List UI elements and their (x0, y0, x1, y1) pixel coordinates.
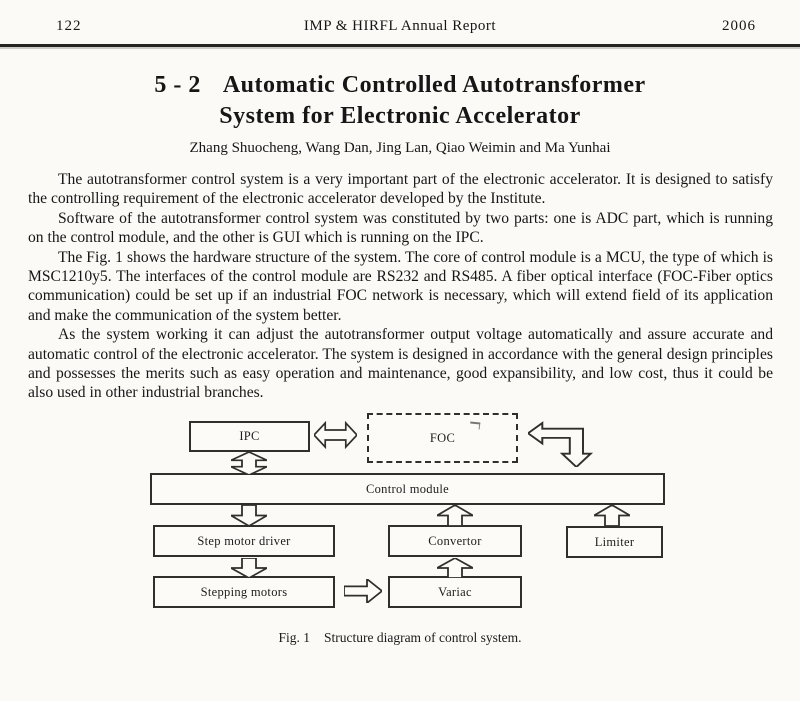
paragraph-2: Software of the autotransformer control system was constituted by two parts: one is ADC part, which is running on the control module, and the other is GUI which is running on the IPC. (28, 209, 773, 247)
arrow-control-stepdriver-down-icon (231, 505, 267, 526)
title-text-line1: Automatic Controlled Autotransformer (222, 72, 646, 98)
node-foc: FOC (367, 413, 518, 463)
running-header (0, 16, 800, 40)
figure-1-diagram (0, 395, 800, 675)
node-variac: Variac (388, 576, 522, 608)
article-title (0, 70, 800, 132)
paragraph-4: As the system working it can adjust the autotransformer output voltage automatically and assure accurate and automatic control of the electronic accelerator. The system is designed in accordance with the general design principles and possesses the merits such as easy operation and maintenance, good expansibility, and low cost, thus it could be also used in other industrial branches. (28, 326, 773, 402)
scan-artifact (470, 421, 481, 429)
paragraph-3: The Fig. 1 shows the hardware structure of the system. The core of control module is a MCU, the type of which is MSC1210y5. The interfaces of the control module are RS232 and RS485. A fiber optical interface (FOC-Fiber optics communication) could be set up if an industrial FOC network is necessary, which will extend field of its application and make the communication of the system better. (28, 248, 773, 324)
article-title-line1 (0, 70, 800, 101)
author-list: Zhang Shuocheng, Wang Dan, Jing Lan, Qiao Weimin and Ma Yunhai (189, 140, 611, 156)
page-number: 122 (56, 18, 82, 34)
arrow-convertor-control-up-icon (437, 505, 473, 526)
node-step-motor-driver: Step motor driver (153, 525, 335, 557)
section-number: 5 - 2 (154, 72, 201, 98)
node-limiter: Limiter (566, 526, 663, 558)
arrow-steppingmotors-variac-right-icon (344, 579, 382, 603)
report-year: 2006 (722, 18, 756, 34)
article-title-line2: System for Electronic Accelerator (219, 103, 581, 129)
node-ipc: IPC (189, 421, 310, 452)
paragraph-1: The autotransformer control system is a very important part of the electronic accelerator. It is designed to satisfy the controlling requirement of the electronic accelerator developed by the Institute. (28, 171, 773, 208)
arrow-variac-convertor-up-icon (437, 558, 473, 578)
figure-caption-label: Fig. 1 (278, 630, 310, 645)
arrow-ipc-control-vertical-double-icon (231, 452, 267, 475)
node-convertor: Convertor (388, 525, 522, 557)
arrow-foc-control-elbow-icon (528, 421, 594, 467)
node-stepping-motors: Stepping motors (153, 576, 335, 608)
arrow-limiter-control-up-icon (594, 505, 630, 526)
report-title: IMP & HIRFL Annual Report (303, 18, 497, 34)
header-rule (0, 44, 800, 47)
article-body (28, 170, 773, 403)
arrow-stepdriver-steppingmotors-down-icon (231, 558, 267, 578)
figure-caption (0, 630, 800, 646)
arrow-ipc-foc-horizontal-double-icon (314, 421, 357, 449)
figure-caption-text: Structure diagram of control system. (323, 630, 522, 645)
node-control-module: Control module (150, 473, 665, 505)
